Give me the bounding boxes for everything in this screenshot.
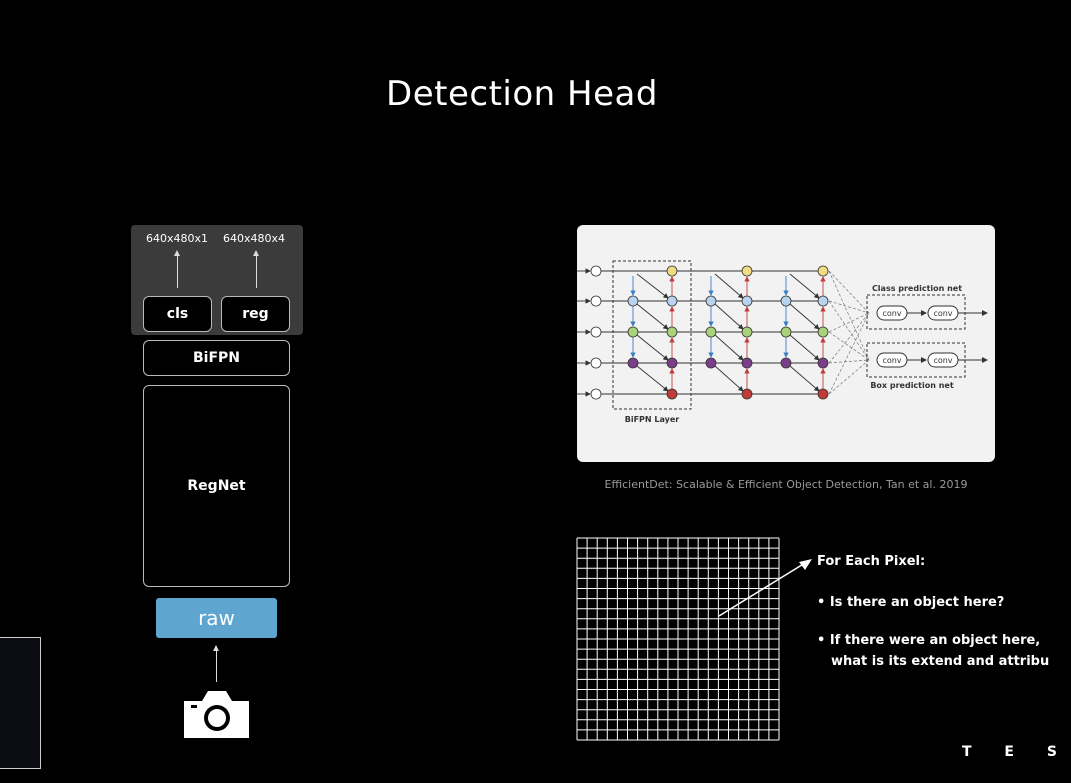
output-node <box>742 327 752 337</box>
cls-arrow-icon <box>177 255 178 288</box>
reg-arrow-icon <box>256 255 257 288</box>
output-node <box>742 389 752 399</box>
output-node <box>818 266 828 276</box>
input-node <box>591 389 601 399</box>
output-node <box>742 358 752 368</box>
input-node <box>591 327 601 337</box>
reg-box: reg <box>221 296 290 332</box>
efficientdet-figure <box>577 225 995 462</box>
output-node <box>818 358 828 368</box>
pixel-heading: For Each Pixel: <box>817 554 926 569</box>
output-node <box>667 389 677 399</box>
output-node <box>667 266 677 276</box>
cross-edge <box>790 366 819 391</box>
head-connection <box>829 313 869 332</box>
intermediate-node <box>781 327 791 337</box>
output-node <box>742 296 752 306</box>
head-connection <box>829 360 869 394</box>
bifpn-diagram <box>577 225 995 462</box>
output-node <box>742 266 752 276</box>
cross-edge <box>715 274 743 298</box>
bullet-1-text: Is there an object here? <box>829 595 1005 610</box>
cross-edge <box>637 274 668 298</box>
cls-box: cls <box>143 296 212 332</box>
output-node <box>818 327 828 337</box>
camera-icon <box>182 689 251 740</box>
intermediate-node <box>706 296 716 306</box>
head-connection <box>829 360 869 363</box>
bifpn-nodes <box>591 266 828 399</box>
input-node <box>591 266 601 276</box>
cross-edge <box>790 274 819 298</box>
cross-edge <box>637 335 668 360</box>
class-net-label: Class prediction net <box>871 284 963 293</box>
figure-caption: EfficientDet: Scalable & Efficient Object Detection, Tan et al. 2019 <box>604 478 968 491</box>
cross-edge <box>790 335 819 360</box>
output-node <box>667 358 677 368</box>
box-net-label: Box prediction net <box>870 381 954 390</box>
regnet-box: RegNet <box>143 385 290 587</box>
intermediate-node <box>706 327 716 337</box>
intermediate-node <box>628 327 638 337</box>
cross-edge <box>637 304 668 329</box>
input-node <box>591 296 601 306</box>
tesla-logo: T E S <box>962 744 1071 760</box>
intermediate-node <box>628 358 638 368</box>
raw-input-box: raw <box>156 598 277 638</box>
head-connection <box>829 301 869 360</box>
bullet-2-continued: what is its extend and attribu <box>831 654 1050 669</box>
cross-edge <box>790 304 819 329</box>
reg-output-size: 640x480x4 <box>223 232 286 245</box>
output-node <box>667 296 677 306</box>
input-arrow-icon <box>216 650 217 682</box>
slide-title: Detection Head <box>386 74 658 114</box>
head-connection <box>829 313 869 394</box>
bullet-2: • If there were an object here, <box>817 633 1041 648</box>
intermediate-node <box>781 358 791 368</box>
output-node <box>667 327 677 337</box>
speaker-video-inset <box>0 637 41 769</box>
intermediate-node <box>706 358 716 368</box>
output-node <box>818 389 828 399</box>
cross-edge <box>715 335 743 360</box>
output-node <box>818 296 828 306</box>
class-conv-2-label: conv <box>933 309 953 318</box>
cross-edge <box>715 366 743 391</box>
cross-edge <box>637 366 668 391</box>
intermediate-node <box>781 296 791 306</box>
class-conv-1-label: conv <box>882 309 902 318</box>
box-conv-2-label: conv <box>933 356 953 365</box>
cross-edge <box>715 304 743 329</box>
input-node <box>591 358 601 368</box>
bifpn-layer-box <box>613 261 691 409</box>
bullet-2-text: If there were an object here, <box>829 633 1041 648</box>
cls-output-size: 640x480x1 <box>146 232 209 245</box>
box-conv-1-label: conv <box>882 356 902 365</box>
bifpn-layer-label: BiFPN Layer <box>624 415 680 424</box>
bifpn-box: BiFPN <box>143 340 290 376</box>
pointer-arrow-icon <box>715 555 815 620</box>
intermediate-node <box>628 296 638 306</box>
bullet-1: • Is there an object here? <box>817 595 1005 610</box>
head-connection <box>829 301 869 313</box>
